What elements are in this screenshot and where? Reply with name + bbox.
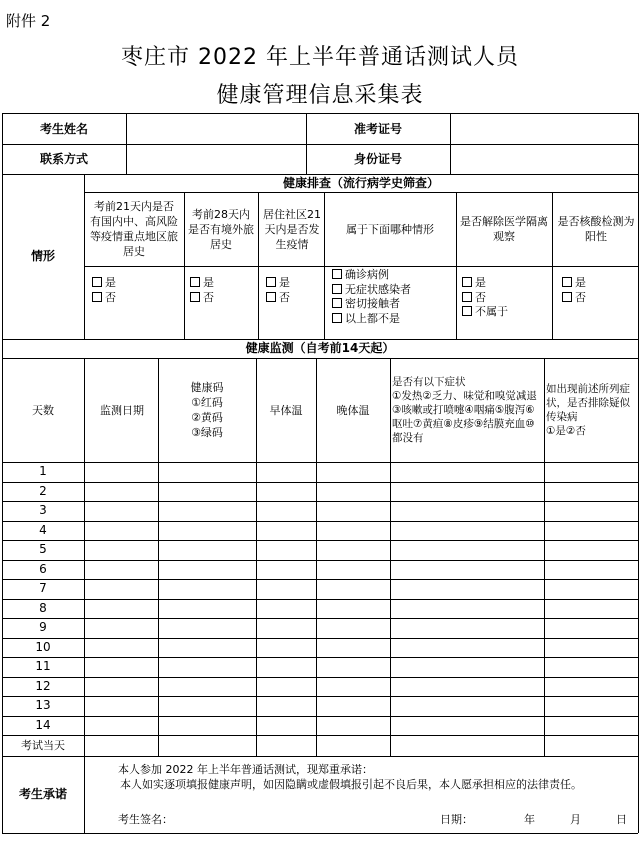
checkbox-icon — [332, 313, 342, 323]
nucleic-options — [562, 276, 586, 305]
checkbox-option[interactable]: 以上都不是 — [332, 312, 411, 327]
grid-line — [84, 756, 85, 833]
contact-input[interactable] — [126, 144, 306, 174]
checkbox-icon — [462, 306, 472, 316]
checkbox-option[interactable]: 不属于 — [462, 305, 508, 320]
id-number-label: 身份证号 — [353, 151, 402, 166]
screening-col-domestic: 考前21天内是否有国内中、高风险等疫情重点地区旅居史 — [90, 200, 178, 258]
checkbox-icon — [190, 292, 200, 302]
exam-day-label: 考试当天 — [21, 738, 65, 752]
signature-label: 考生签名： — [118, 813, 173, 826]
grid-line — [306, 113, 307, 174]
monitoring-col-health-code: 健康码 ①红码 ②黄码 ③绿码 — [190, 381, 224, 439]
monitoring-col-am-temp: 早体温 — [269, 403, 303, 417]
checkbox-option[interactable]: 无症状感染者 — [332, 283, 411, 298]
checkbox-option[interactable]: 否 — [462, 291, 508, 306]
screening-col-abroad: 考前28天内是否有境外旅居史 — [188, 207, 254, 251]
isolation-options — [462, 276, 508, 320]
grid-line — [2, 174, 638, 175]
monitoring-header: 健康监测（自考前14天起） — [245, 340, 395, 355]
grid-line — [2, 339, 638, 340]
checkbox-icon — [562, 292, 572, 302]
screening-header: 健康排查（流行病学史筛查） — [282, 175, 439, 190]
grid-line — [2, 618, 638, 619]
checkbox-option[interactable]: 否 — [266, 291, 290, 306]
grid-line — [2, 540, 638, 541]
attachment-label: 附件 2 — [6, 12, 51, 30]
monitoring-col-infectious: 如出现前述所列症状，是否排除疑似传染病 ①是②否 — [546, 383, 630, 437]
checkbox-icon — [92, 292, 102, 302]
day-number-cell: 11 — [35, 659, 51, 674]
checkbox-icon — [332, 269, 342, 279]
checkbox-icon — [462, 292, 472, 302]
monitoring-col-days: 天数 — [32, 403, 54, 417]
grid-line — [2, 833, 638, 834]
date-month: 月 — [570, 813, 581, 826]
day-number-cell: 13 — [35, 698, 51, 713]
screening-col-case-type: 属于下面哪种情形 — [346, 222, 434, 236]
checkbox-option[interactable]: 是 — [562, 276, 586, 291]
grid-line — [2, 501, 638, 502]
grid-line — [2, 657, 638, 658]
day-number-cell: 2 — [39, 483, 47, 498]
grid-line — [2, 358, 638, 359]
date-year: 年 — [524, 813, 535, 826]
community-options — [266, 276, 290, 305]
abroad-options — [190, 276, 214, 305]
grid-line — [2, 716, 638, 717]
checkbox-icon — [266, 292, 276, 302]
name-input[interactable] — [126, 114, 306, 144]
checkbox-icon — [266, 277, 276, 287]
checkbox-option[interactable]: 是 — [190, 276, 214, 291]
contact-label: 联系方式 — [39, 151, 88, 166]
screening-col-isolation: 是否解除医学隔离观察 — [460, 215, 548, 243]
form-title-line1: 枣庄市 2022 年上半年普通话测试人员 — [121, 45, 519, 70]
date-day: 日 — [616, 813, 627, 826]
domestic-options — [92, 276, 116, 305]
day-number-cell: 10 — [35, 639, 51, 654]
checkbox-option[interactable]: 否 — [92, 291, 116, 306]
grid-line — [2, 638, 638, 639]
grid-line — [2, 113, 638, 114]
grid-line — [2, 521, 638, 522]
checkbox-icon — [332, 284, 342, 294]
grid-line — [84, 192, 638, 193]
promise-line2: 本人如实逐项填报健康声明，如因隐瞒或虚假填报引起不良后果，本人愿承担相应的法律责任。 — [120, 778, 582, 791]
grid-line — [2, 482, 638, 483]
ticket-label: 准考证号 — [353, 121, 402, 136]
grid-line — [2, 560, 638, 561]
day-number-cell: 7 — [39, 581, 47, 596]
grid-line — [84, 174, 85, 339]
grid-line — [2, 599, 638, 600]
form-title-line2: 健康管理信息采集表 — [216, 83, 424, 108]
ticket-input[interactable] — [450, 114, 638, 144]
date-label: 日期： — [440, 813, 473, 826]
checkbox-option[interactable]: 否 — [562, 291, 586, 306]
checkbox-option[interactable]: 是 — [266, 276, 290, 291]
grid-line — [638, 113, 639, 833]
screening-col-community: 居住社区21天内是否发生疫情 — [263, 207, 321, 251]
day-number-cell: 6 — [39, 561, 47, 576]
checkbox-option[interactable]: 确诊病例 — [332, 268, 411, 283]
day-number-cell: 9 — [39, 620, 47, 635]
checkbox-option[interactable]: 是 — [462, 276, 508, 291]
case-type-options — [332, 268, 411, 326]
situation-label: 情形 — [30, 248, 55, 263]
checkbox-icon — [332, 298, 342, 308]
name-label: 考生姓名 — [39, 121, 88, 136]
checkbox-icon — [562, 277, 572, 287]
day-number-cell: 3 — [39, 503, 47, 518]
grid-line — [84, 266, 638, 267]
checkbox-icon — [462, 277, 472, 287]
checkbox-icon — [92, 277, 102, 287]
monitoring-col-symptoms: 是否有以下症状 ①发热②乏力、味觉和嗅觉减退③咳嗽或打喷嚏④咽痛⑤腹泻⑥呕吐⑦黄疸⑧皮疹⑨结膜充血⑩都没有 — [392, 376, 537, 444]
checkbox-option[interactable]: 密切接触者 — [332, 297, 411, 312]
grid-line — [2, 756, 638, 757]
checkbox-icon — [190, 277, 200, 287]
checkbox-option[interactable]: 是 — [92, 276, 116, 291]
promise-line1: 本人参加 2022 年上半年普通话测试，现郑重承诺： — [118, 763, 373, 776]
grid-line — [2, 735, 638, 736]
grid-line — [2, 144, 638, 145]
grid-line — [2, 677, 638, 678]
grid-line — [2, 462, 638, 463]
screening-col-nucleic: 是否核酸检测为阳性 — [557, 215, 635, 243]
monitoring-col-pm-temp: 晚体温 — [336, 403, 370, 417]
day-number-cell: 4 — [39, 522, 47, 537]
grid-line — [2, 579, 638, 580]
id-number-input[interactable] — [450, 144, 638, 174]
grid-line — [450, 113, 451, 174]
grid-line — [2, 113, 3, 833]
day-number-cell: 5 — [39, 542, 47, 557]
checkbox-option[interactable]: 否 — [190, 291, 214, 306]
grid-line — [2, 696, 638, 697]
day-number-cell: 12 — [35, 678, 51, 693]
monitoring-col-date: 监测日期 — [100, 403, 144, 417]
day-number-cell: 14 — [35, 717, 51, 732]
promise-label: 考生承诺 — [18, 786, 67, 801]
day-number-cell: 8 — [39, 600, 47, 615]
day-number-cell: 1 — [39, 464, 47, 479]
grid-line — [126, 113, 127, 174]
